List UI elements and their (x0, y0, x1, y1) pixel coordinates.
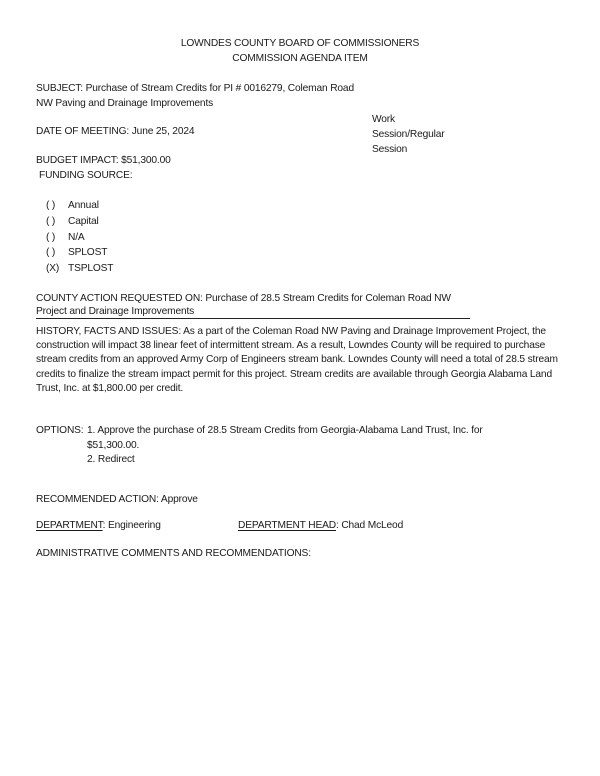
funding-checkbox: ( ) (46, 200, 56, 211)
funding-option-splost (46, 246, 107, 259)
document-org-title: LOWNDES COUNTY BOARD OF COMMISSIONERS (180, 38, 420, 49)
funding-option-label: N/A (68, 232, 85, 243)
county-action-line-2: Project and Drainage Improvements (36, 306, 195, 317)
document-type-title: COMMISSION AGENDA ITEM (232, 53, 368, 64)
funding-checkbox: ( ) (46, 216, 56, 227)
department (36, 519, 161, 532)
subject-line-1: SUBJECT: Purchase of Stream Credits for PI # 0016279, Coleman Road (36, 83, 354, 94)
department-head-value: : Chad McLeod (335, 520, 404, 531)
funding-option-label: TSPLOST (68, 263, 114, 274)
department-label: DEPARTMENT (36, 520, 103, 531)
history-facts-issues: HISTORY, FACTS AND ISSUES: As a part of the Coleman Road NW Paving and Drainage Improvement Project, the construction will impact 38 linear feet of intermittent stream. As a result, Lowndes County will be required to purchase stream credits from an approved Army Corp of Engineers stream bank. Lowndes County will need a total of 28.5 stream credits to finalize the stream impact permit for this project. Stream credits are available through Georgia Alabama Land Trust, Inc. at $1,800.00 per credit. (36, 326, 558, 394)
option-1-line-1: 1. Approve the purchase of 28.5 Stream Credits from Georgia-Alabama Land Trust, Inc. for (87, 425, 483, 436)
funding-option-na (46, 231, 85, 244)
funding-option-tsplost (46, 262, 113, 275)
funding-checkbox: ( ) (46, 232, 56, 243)
meeting-type-line-1: Work (372, 114, 395, 125)
section-divider (36, 318, 470, 319)
county-action-line-1: COUNTY ACTION REQUESTED ON: Purchase of 28.5 Stream Credits for Coleman Road NW (36, 293, 451, 304)
funding-option-capital (46, 215, 99, 228)
department-head-label: DEPARTMENT HEAD (238, 520, 336, 531)
recommended-action: RECOMMENDED ACTION: Approve (36, 494, 198, 505)
funding-source-label: FUNDING SOURCE: (39, 170, 133, 181)
option-1-line-2: $51,300.00. (87, 440, 140, 451)
meeting-type-line-3: Session (372, 144, 408, 155)
funding-option-label: Annual (68, 200, 99, 211)
option-2: 2. Redirect (87, 454, 135, 465)
meeting-type-line-2: Session/Regular (372, 129, 445, 140)
funding-option-annual (46, 199, 99, 212)
funding-option-label: SPLOST (68, 247, 108, 258)
date-of-meeting: DATE OF MEETING: June 25, 2024 (36, 126, 195, 137)
options-label: OPTIONS: (36, 425, 84, 436)
department-value: : Engineering (102, 520, 161, 531)
funding-option-label: Capital (68, 216, 99, 227)
funding-checkbox-checked: (X) (46, 263, 60, 274)
budget-impact: BUDGET IMPACT: $51,300.00 (36, 155, 171, 166)
administrative-comments-heading: ADMINISTRATIVE COMMENTS AND RECOMMENDATIONS: (36, 548, 311, 559)
subject-line-2: NW Paving and Drainage Improvements (36, 98, 214, 109)
department-head (238, 519, 403, 532)
funding-checkbox: ( ) (46, 247, 56, 258)
